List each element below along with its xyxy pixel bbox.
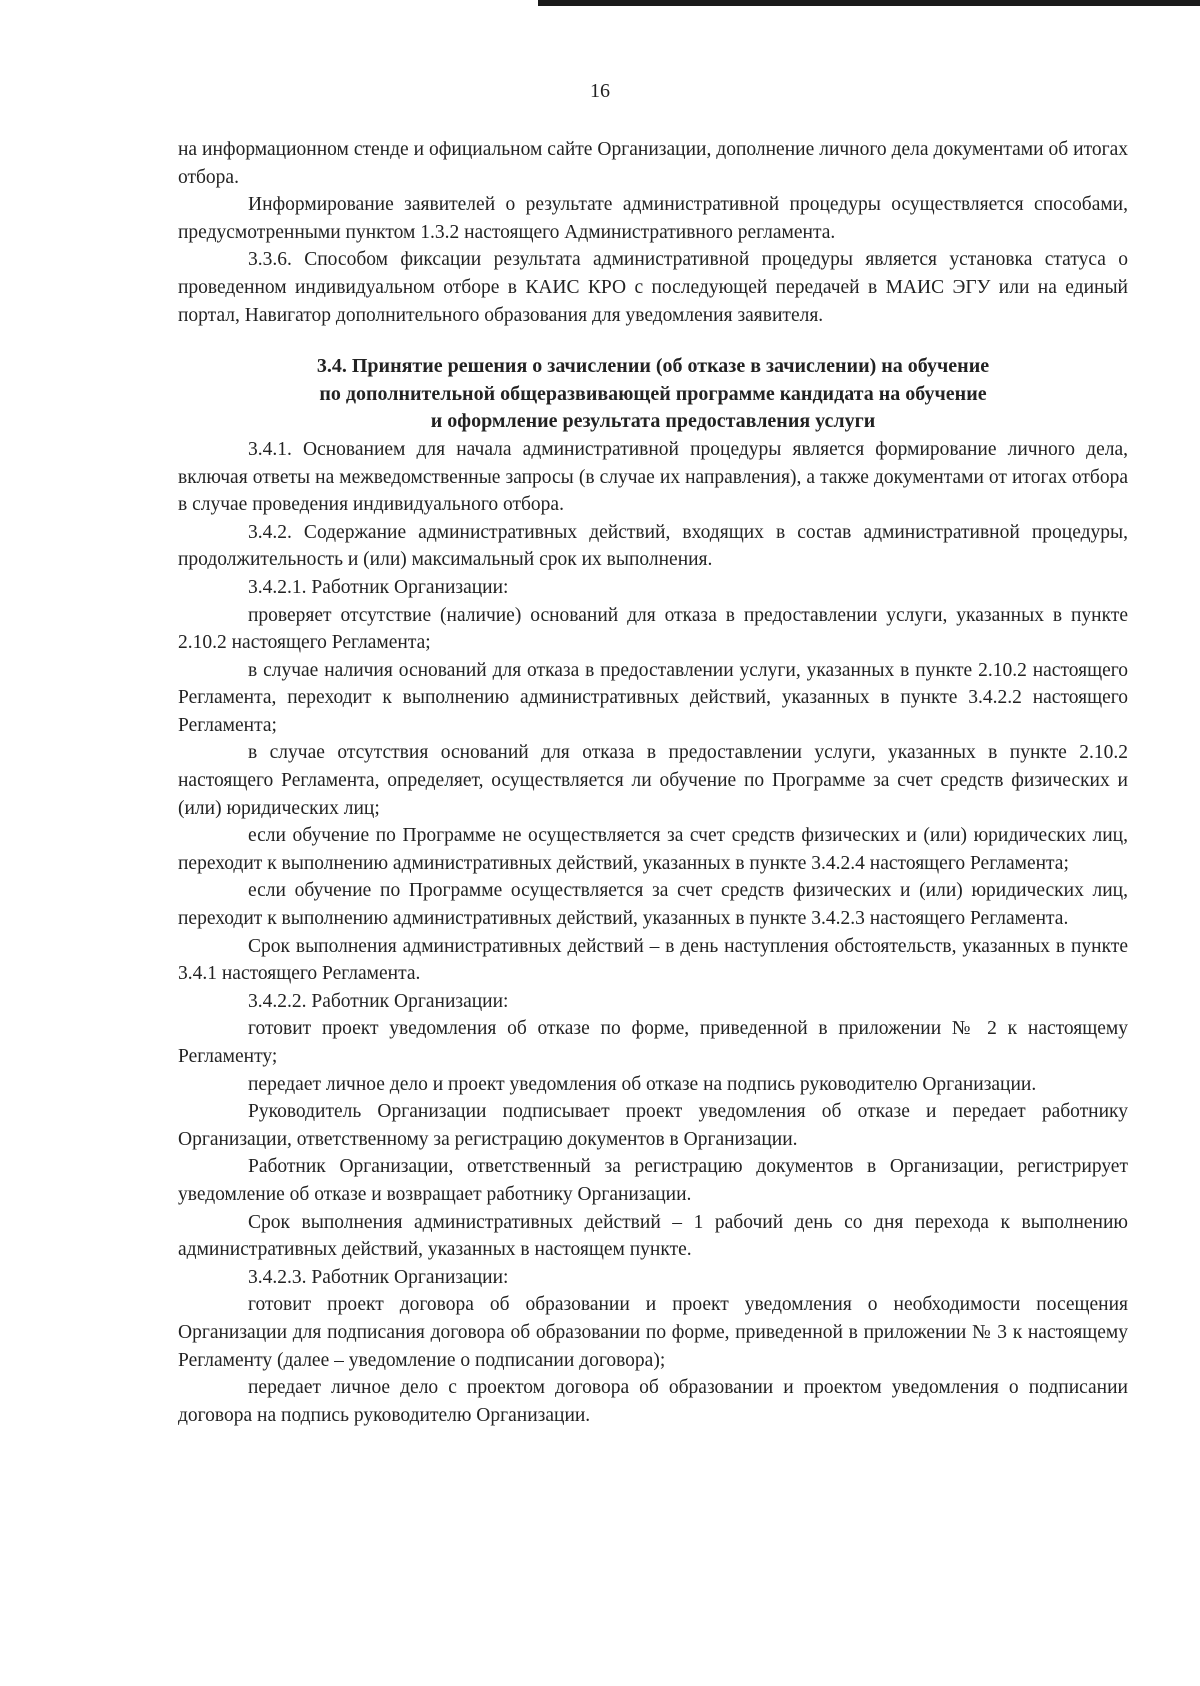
scan-top-edge (538, 0, 1200, 6)
paragraph: проверяет отсутствие (наличие) оснований для отказа в предоставлении услуги, указанных в пункте 2.10.2 настоящего Регламента; (178, 604, 1128, 654)
paragraph: готовит проект уведомления об отказе по форме, приведенной в приложении № 2 к настоящему Регламенту; (178, 1018, 1128, 1067)
paragraph: готовит проект договора об образовании и проект уведомления о необходимости посещения Организации для подписания договора об образовании по форме, приведенной в приложении № 3 к настоящему Регламенту (далее – уведомление о подписании договора); (178, 1294, 1128, 1371)
paragraph: 3.4.1. Основанием для начала административной процедуры является формирование личного дела, включая ответы на межведомственные запросы (в случае их направления), а также документами от итогах отбора в случае проведения индивидуального отбора. (178, 438, 1128, 516)
page-number: 16 (590, 80, 610, 102)
paragraph: 3.4.2.1. Работник Организации: (248, 576, 509, 598)
paragraph: 3.3.6. Способом фиксации результата административной процедуры является установка статуса о проведенном индивидуальном отборе в КАИС КРО с последующей передачей в МАИС ЭГУ или на единый портал, Навигатор дополнительного образования для уведомления заявителя. (178, 249, 1128, 326)
paragraph: Информирование заявителей о результате административной процедуры осуществляется способами, предусмотренными пунктом 1.3.2 настоящего Административного регламента. (178, 194, 1128, 243)
paragraph: 3.4.2.3. Работник Организации: (248, 1266, 509, 1288)
document-body (178, 136, 1128, 1429)
heading-line: по дополнительной общеразвивающей программе кандидата на обучение (319, 382, 987, 405)
paragraph: передает личное дело с проектом договора об образовании и проектом уведомления о подписании договора на подпись руководителю Организации. (178, 1377, 1128, 1426)
heading-line: и оформление результата предоставления услуги (430, 410, 876, 433)
paragraph: Срок выполнения административных действий – в день наступления обстоятельств, указанных в пункте 3.4.1 настоящего Регламента. (178, 935, 1128, 985)
section-heading (178, 353, 1128, 436)
paragraph: если обучение по Программе осуществляется за счет средств физических и (или) юридических лиц, переходит к выполнению административных действий, указанных в пункте 3.4.2.3 настоящего Регламента. (178, 880, 1128, 930)
paragraph: на информационном стенде и официальном сайте Организации, дополнение личного дела документами об итогах отбора. (178, 139, 1128, 188)
paragraph: Работник Организации, ответственный за регистрацию документов в Организации, регистрирует уведомление об отказе и возвращает работнику Организации. (178, 1156, 1128, 1205)
paragraph: 3.4.2.2. Работник Организации: (248, 990, 509, 1012)
paragraph: 3.4.2. Содержание административных действий, входящих в состав административной процедуры, продолжительность и (или) максимальный срок их выполнения. (178, 521, 1128, 571)
paragraph: Срок выполнения административных действий – 1 рабочий день со дня перехода к выполнению административных действий, указанных в настоящем пункте. (178, 1211, 1128, 1261)
paragraph: если обучение по Программе не осуществляется за счет средств физических и (или) юридических лиц, переходит к выполнению административных действий, указанных в пункте 3.4.2.4 настоящего Регламента; (178, 825, 1128, 874)
paragraph: передает личное дело и проект уведомления об отказе на подпись руководителю Организации. (248, 1073, 1037, 1095)
heading-line: 3.4. Принятие решения о зачислении (об отказе в зачислении) на обучение (316, 355, 990, 378)
paragraph: Руководитель Организации подписывает проект уведомления об отказе и передает работнику Организации, ответственному за регистрацию документов в Организации. (178, 1101, 1128, 1150)
paragraph: в случае наличия оснований для отказа в предоставлении услуги, указанных в пункте 2.10.2 настоящего Регламента, переходит к выполнению административных действий, указанных в пункте 3.4.2.2 настоящего Регламента; (178, 659, 1128, 736)
paragraph: в случае отсутствия оснований для отказа в предоставлении услуги, указанных в пункте 2.10.2 настоящего Регламента, определяет, осуществляется ли обучение по Программе за счет средств физических и (или) юридических лиц; (178, 742, 1128, 819)
